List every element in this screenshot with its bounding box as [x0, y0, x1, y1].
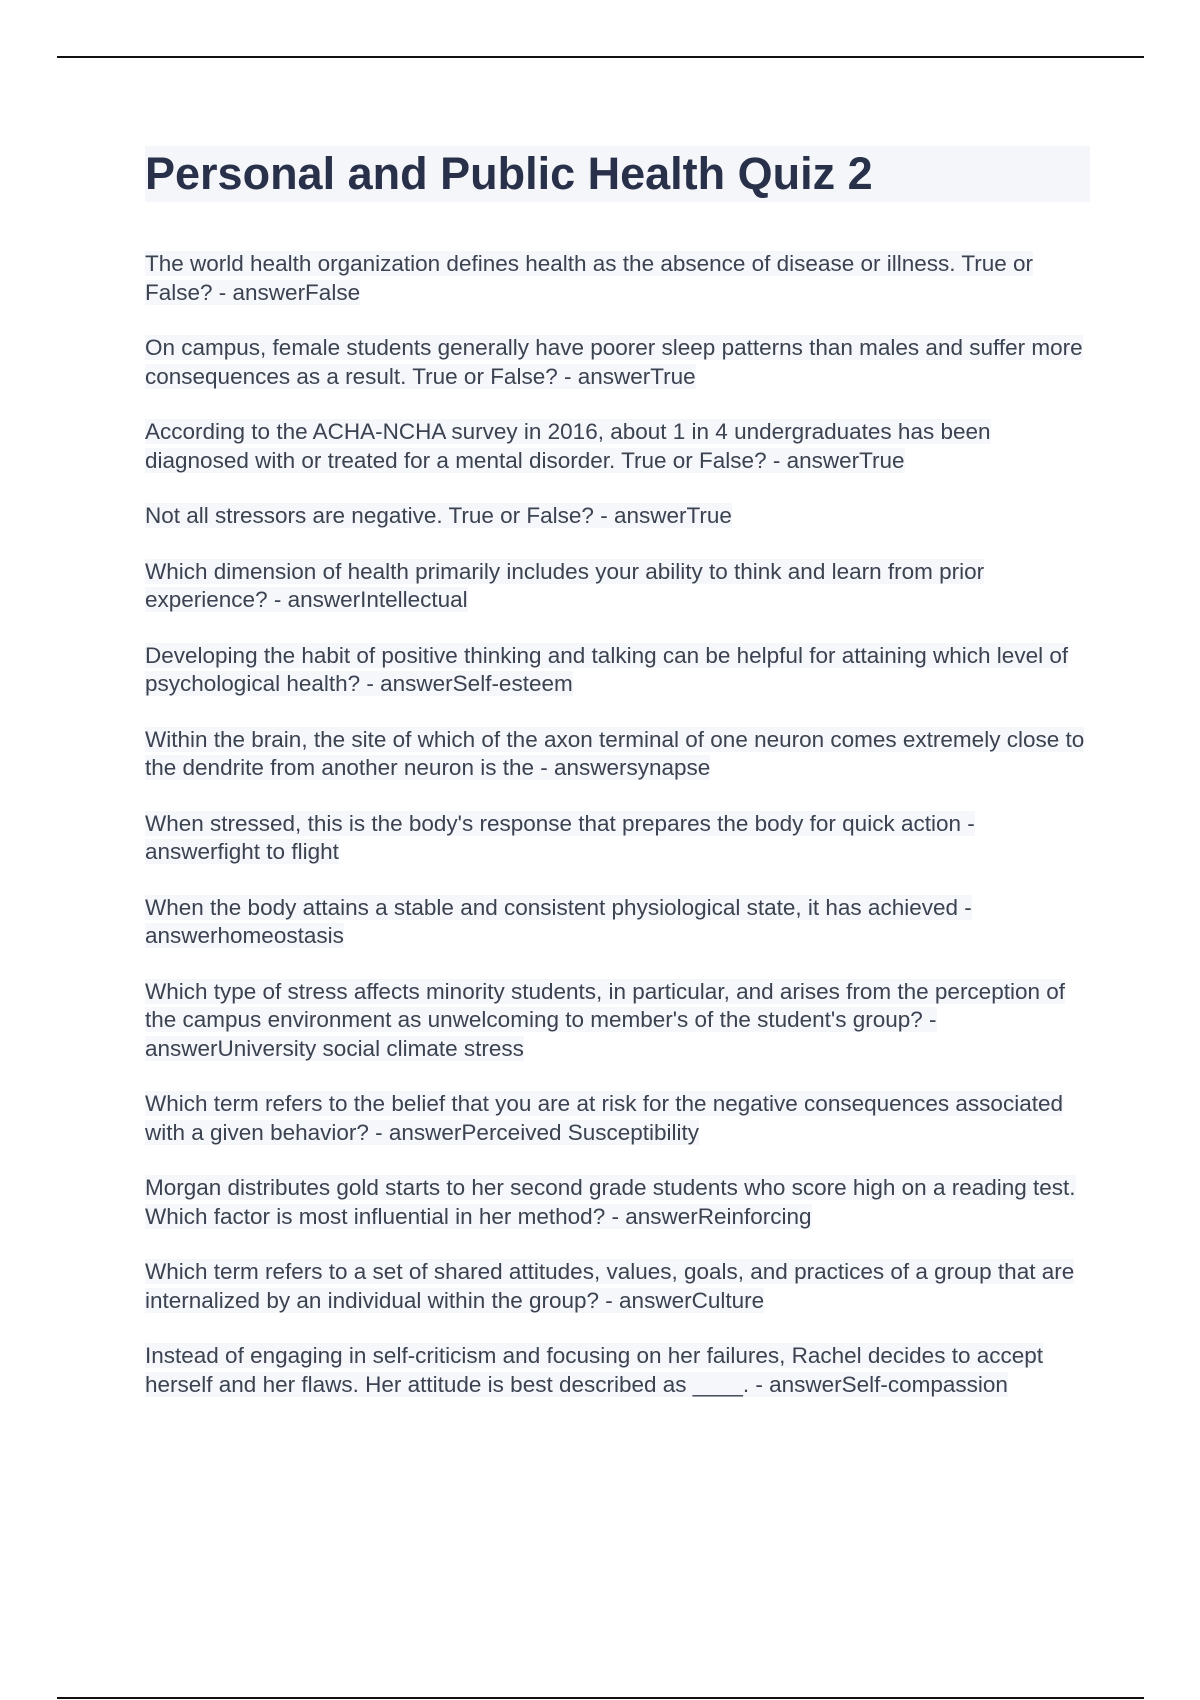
question-text: Which type of stress affects minority students, in particular, and arises from the perception of the campus environment as unwelcoming to member's of the student's group? - answerUniversity social climate stress [145, 978, 1066, 1061]
question-text: According to the ACHA-NCHA survey in 2016, about 1 in 4 undergraduates has been diagnosed with or treated for a mental disorder. True or False? - answerTrue [145, 419, 991, 473]
question-item [145, 418, 1090, 475]
footer-rule [57, 1697, 1144, 1699]
question-item [145, 810, 1090, 867]
question-item [145, 894, 1090, 951]
question-item [145, 558, 1090, 615]
question-text: When the body attains a stable and consistent physiological state, it has achieved - answerhomeostasis [145, 894, 972, 948]
question-item [145, 642, 1090, 699]
question-item [145, 1258, 1090, 1315]
question-item [145, 334, 1090, 391]
question-item [145, 726, 1090, 783]
question-text: The world health organization defines health as the absence of disease or illness. True or False? - answerFalse [145, 251, 1034, 305]
question-list [145, 250, 1090, 1399]
question-text: Which term refers to the belief that you are at risk for the negative consequences associated with a given behavior? - answerPerceived Susceptibility [145, 1091, 1063, 1145]
question-text: When stressed, this is the body's response that prepares the body for quick action - answerfight to flight [145, 810, 975, 864]
question-text: Instead of engaging in self-criticism and focusing on her failures, Rachel decides to accept herself and her flaws. Her attitude is best described as ____. - answerSelf-compassion [145, 1343, 1044, 1397]
document-body [145, 146, 1090, 1426]
question-text: Which dimension of health primarily includes your ability to think and learn from prior experience? - answerIntellectual [145, 558, 985, 612]
question-text: Within the brain, the site of which of the axon terminal of one neuron comes extremely close to the dendrite from another neuron is the - answersynapse [145, 726, 1085, 780]
question-text: On campus, female students generally have poorer sleep patterns than males and suffer more consequences as a result. True or False? - answerTrue [145, 335, 1083, 389]
question-item [145, 1090, 1090, 1147]
question-text: Developing the habit of positive thinking and talking can be helpful for attaining which level of psychological health? - answerSelf-esteem [145, 642, 1069, 696]
question-text: Not all stressors are negative. True or False? - answerTrue [145, 503, 732, 528]
question-item [145, 1174, 1090, 1231]
header-rule [57, 56, 1144, 58]
question-text: Morgan distributes gold starts to her second grade students who score high on a reading test. Which factor is most influential in her method? - answerReinforcing [145, 1175, 1076, 1229]
question-item [145, 978, 1090, 1064]
question-text: Which term refers to a set of shared attitudes, values, goals, and practices of a group that are internalized by an individual within the group? - answerCulture [145, 1259, 1075, 1313]
question-item [145, 250, 1090, 307]
document-title: Personal and Public Health Quiz 2 [145, 146, 1090, 202]
question-item [145, 502, 1090, 531]
question-item [145, 1342, 1090, 1399]
